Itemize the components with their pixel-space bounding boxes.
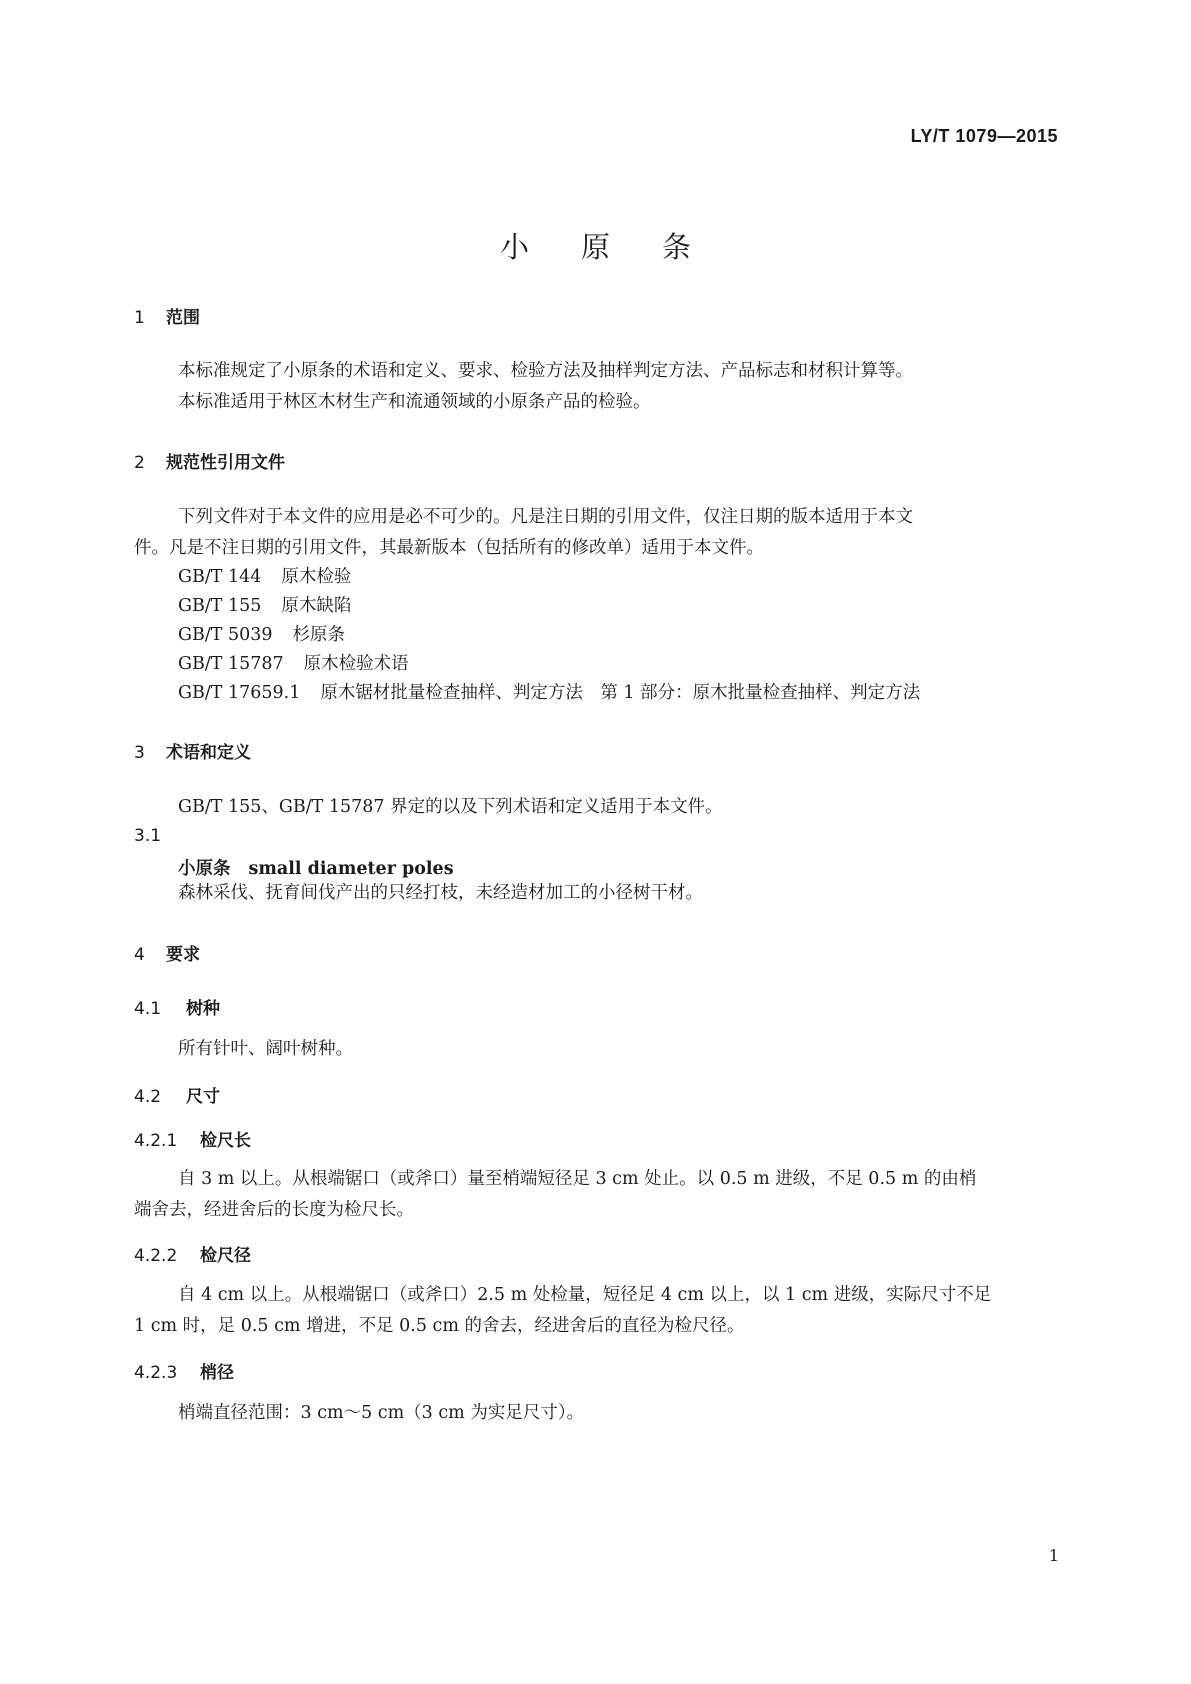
reference-item: GB/T 15787 原木检验术语 — [178, 654, 409, 674]
section-4-2-3-heading: 4.2.3 梢径 — [134, 1363, 234, 1383]
length-paragraph-line-2: 端舍去，经进舍后的长度为检尺长。 — [134, 1200, 414, 1220]
section-4-2-1-heading: 4.2.1 检尺长 — [134, 1131, 251, 1151]
section-3-heading: 3 术语和定义 — [134, 743, 251, 763]
page-number: 1 — [1048, 1546, 1059, 1565]
top-diameter-paragraph: 梢端直径范围：3 cm～5 cm（3 cm 为实足尺寸）。 — [178, 1403, 585, 1423]
section-4-2-heading: 4.2 尺寸 — [134, 1087, 220, 1107]
normative-intro-line-2: 件。凡是不注日期的引用文件，其最新版本（包括所有的修改单）适用于本文件。 — [134, 538, 764, 558]
term-number: 3.1 — [134, 826, 162, 846]
section-4-1-heading: 4.1 树种 — [134, 999, 220, 1019]
term-english: small diameter poles — [248, 859, 454, 879]
section-4-heading: 4 要求 — [134, 945, 200, 965]
scope-paragraph-1: 本标准规定了小原条的术语和定义、要求、检验方法及抽样判定方法、产品标志和材积计算等。 — [178, 361, 913, 381]
section-4-2-2-heading: 4.2.2 检尺径 — [134, 1246, 251, 1266]
length-paragraph-line-1: 自 3 m 以上。从根端锯口（或斧口）量至梢端短径足 3 cm 处止。以 0.5 m 进级，不足 0.5 m 的由梢 — [178, 1169, 977, 1189]
diameter-paragraph-line-2: 1 cm 时，足 0.5 cm 增进，不足 0.5 cm 的舍去，经进舍后的直径为检尺径。 — [134, 1316, 745, 1336]
reference-item: GB/T 5039 杉原条 — [178, 625, 346, 645]
diameter-paragraph-line-1: 自 4 cm 以上。从根端锯口（或斧口）2.5 m 处检量，短径足 4 cm 以上，以 1 cm 进级，实际尺寸不足 — [178, 1285, 992, 1305]
reference-item: GB/T 17659.1 原木锯材批量检查抽样、判定方法 第 1 部分：原木批量检查抽样、判定方法 — [178, 683, 921, 703]
species-paragraph: 所有针叶、阔叶树种。 — [178, 1039, 353, 1059]
section-number: 1 — [134, 308, 145, 328]
term-entry — [178, 855, 454, 880]
document-title: 小原条 — [499, 230, 743, 264]
term-chinese: 小原条 — [178, 859, 231, 879]
scope-paragraph-2: 本标准适用于林区木材生产和流通领域的小原条产品的检验。 — [178, 392, 651, 412]
terms-intro: GB/T 155、GB/T 15787 界定的以及下列术语和定义适用于本文件。 — [178, 797, 723, 817]
section-2-heading: 2 规范性引用文件 — [134, 453, 285, 473]
reference-item: GB/T 155 原木缺陷 — [178, 596, 352, 616]
reference-item: GB/T 144 原木检验 — [178, 567, 352, 587]
standard-code: LY/T 1079—2015 — [910, 126, 1058, 146]
normative-intro-line-1: 下列文件对于本文件的应用是必不可少的。凡是注日期的引用文件，仅注日期的版本适用于本文 — [178, 507, 913, 527]
term-definition: 森林采伐、抚育间伐产出的只经打枝，未经造材加工的小径树干材。 — [178, 883, 703, 903]
section-title: 范围 — [166, 308, 200, 328]
section-1-heading — [134, 303, 200, 328]
